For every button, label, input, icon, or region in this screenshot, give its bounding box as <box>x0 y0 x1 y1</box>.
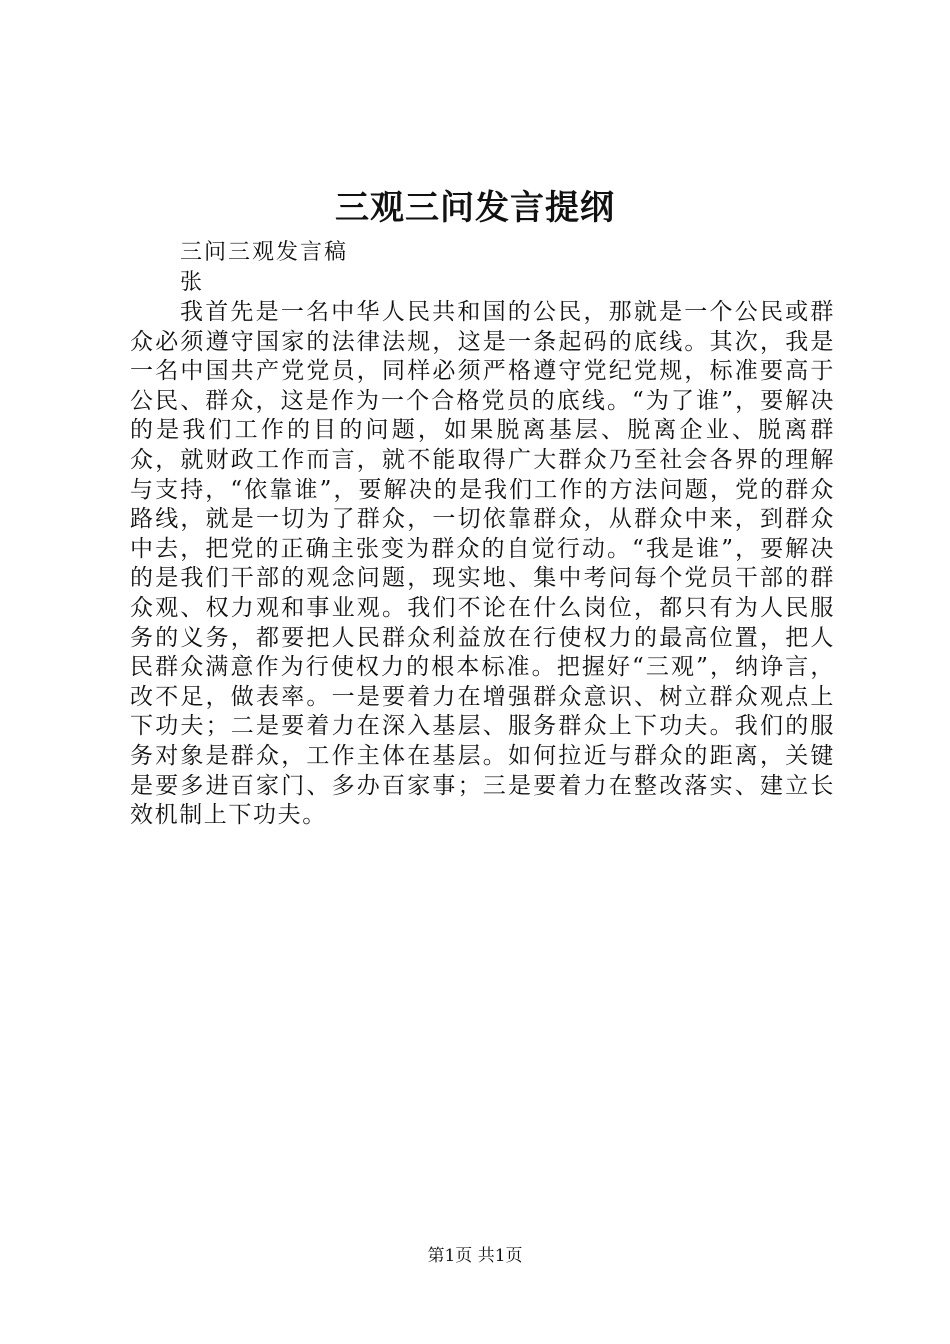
body-paragraph: 我首先是一名中华人民共和国的公民，那就是一个公民或群众必须遵守国家的法律法规，这是一条起码的底线。其次，我是一名中国共产党党员，同样必须严格遵守党纪党规，标准要高于公民、群众，这是作为一个合格党员的底线。“为了谁”，要解决的是我们工作的目的问题，如果脱离基层、脱离企业、脱离群众，就财政工作而言，就不能取得广大群众乃至社会各界的理解与支持，“依靠谁”，要解决的是我们工作的方法问题，党的群众路线，就是一切为了群众，一切依靠群众，从群众中来，到群众中去，把党的正确主张变为群众的自觉行动。“我是谁”，要解决的是我们干部的观念问题，现实地、集中考问每个党员干部的群众观、权力观和事业观。我们不论在什么岗位，都只有为人民服务的义务，都要把人民群众利益放在行使权力的最高位置，把人民群众满意作为行使权力的根本标准。把握好“三观”，纳诤言，改不足，做表率。一是要着力在增强群众意识、树立群众观点上下功夫；二是要着力在深入基层、服务群众上下功夫。我们的服务对象是群众，工作主体在基层。如何拉近与群众的距离，关键是要多进百家门、多办百家事；三是要着力在整改落实、建立长效机制上下功夫。 <box>130 299 835 829</box>
document-title: 三观三问发言提纲 <box>335 188 615 228</box>
page-footer: 第1页 共1页 <box>427 1246 523 1266</box>
document-author: 张 <box>180 270 203 295</box>
document-subtitle: 三问三观发言稿 <box>180 240 349 265</box>
